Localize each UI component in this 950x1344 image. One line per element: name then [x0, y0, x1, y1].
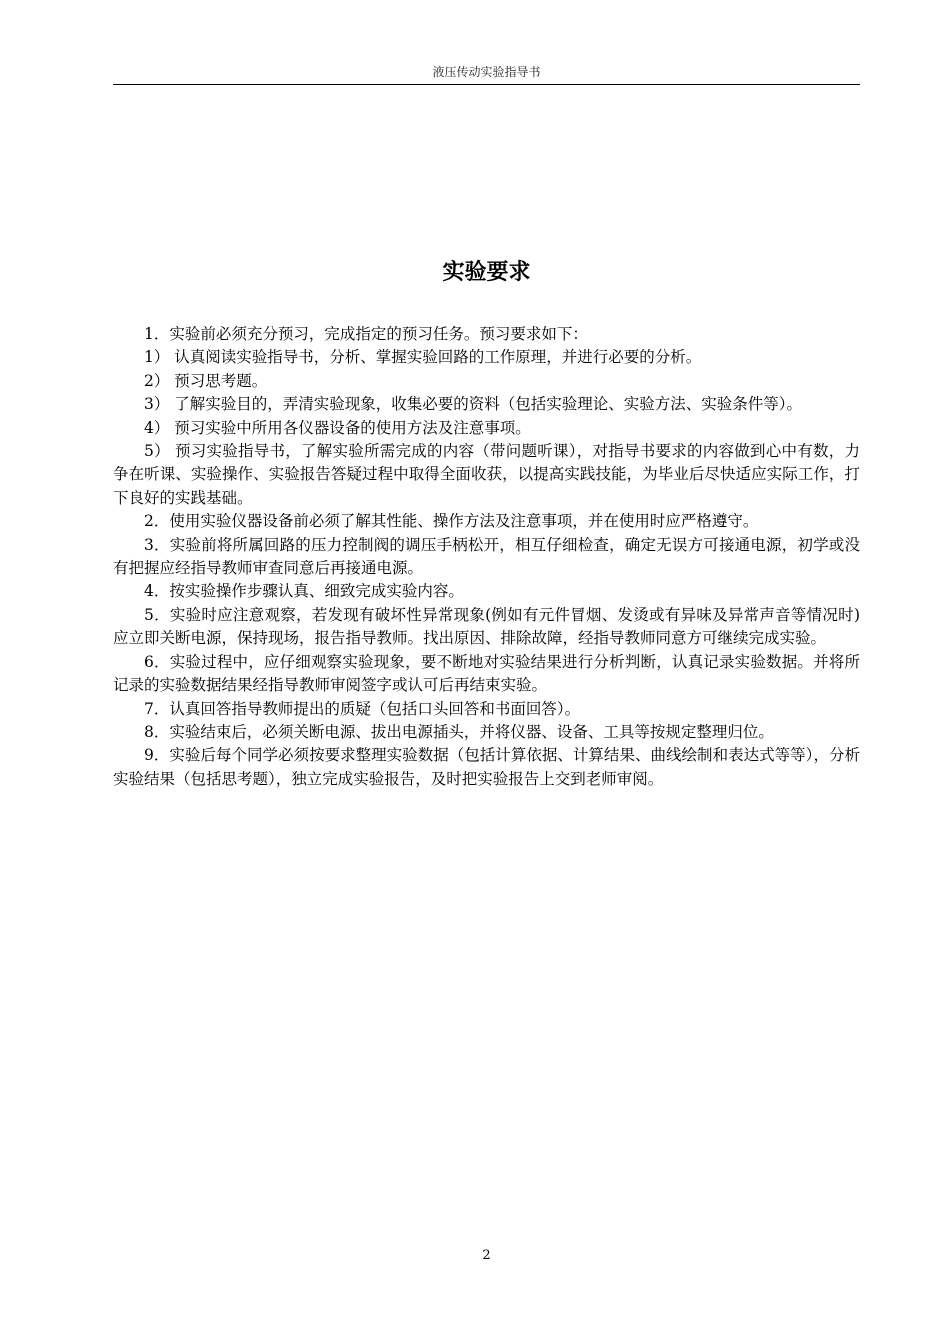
requirement-paragraph: 2．使用实验仪器设备前必须了解其性能、操作方法及注意事项，并在使用时应严格遵守。: [144, 512, 759, 531]
header-title: 液压传动实验指导书: [432, 65, 541, 79]
requirement-paragraph: 4） 预习实验中所用各仪器设备的使用方法及注意事项。: [144, 418, 531, 437]
requirement-paragraph: 5） 预习实验指导书，了解实验所需完成的内容（带问题听课），对指导书要求的内容做到心中有数，力争在听课、实验操作、实验报告答疑过程中取得全面收获，以提高实践技能，为毕业后尽快适应实际工作，打下良好的实践基础。: [113, 442, 860, 507]
requirement-paragraph: 4．按实验操作步骤认真、细致完成实验内容。: [144, 582, 464, 601]
requirement-paragraph: 8．实验结束后，必须关断电源、拔出电源插头，并将仪器、设备、工具等按规定整理归位。: [144, 722, 774, 741]
requirement-paragraph: 2） 预习思考题。: [144, 371, 268, 390]
requirement-paragraph: 1．实验前必须充分预习，完成指定的预习任务。预习要求如下：: [144, 325, 588, 343]
page-header: [113, 64, 860, 85]
requirement-paragraph: 7．认真回答指导教师提出的质疑（包括口头回答和书面回答）。: [144, 699, 581, 718]
page-number: 2: [482, 1248, 491, 1263]
requirement-paragraph: 9．实验后每个同学必须按要求整理实验数据（包括计算依据、计算结果、曲线绘制和表达式等等），分析实验结果（包括思考题），独立完成实验报告，及时把实验报告上交到老师审阅。: [113, 746, 860, 788]
requirement-paragraph: 5．实验时应注意观察，若发现有破坏性异常现象(例如有元件冒烟、发烫或有异味及异常声音等情况时)应立即关断电源，保持现场，报告指导教师。找出原因、排除故障，经指导教师同意方可继续完成实验。: [113, 605, 860, 648]
requirements-body: [113, 323, 860, 791]
requirement-paragraph: 3） 了解实验目的，弄清实验现象，收集必要的资料（包括实验理论、实验方法、实验条件等）。: [144, 395, 803, 414]
requirement-paragraph: 3．实验前将所属回路的压力控制阀的调压手柄松开，相互仔细检查，确定无误方可接通电源，初学或没有把握应经指导教师审查同意后再接通电源。: [113, 535, 860, 578]
requirement-paragraph: 6．实验过程中，应仔细观察实验现象，要不断地对实验结果进行分析判断，认真记录实验数据。并将所记录的实验数据结果经指导教师审阅签字或认可后再结束实验。: [113, 652, 860, 695]
requirement-paragraph: 1） 认真阅读实验指导书，分析、掌握实验回路的工作原理，并进行必要的分析。: [144, 348, 702, 367]
section-title: 实验要求: [442, 260, 531, 285]
